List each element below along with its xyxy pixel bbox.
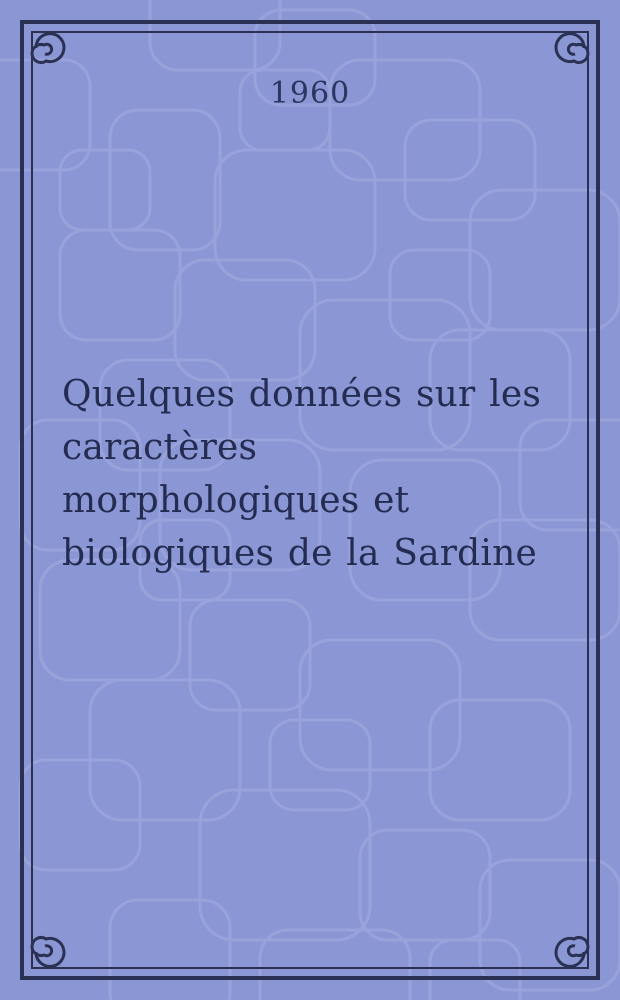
publication-year: 1960 [269,76,351,111]
cover-title: Quelques données sur les caractères morphologiques et biologiques de la Sardine [62,374,541,574]
